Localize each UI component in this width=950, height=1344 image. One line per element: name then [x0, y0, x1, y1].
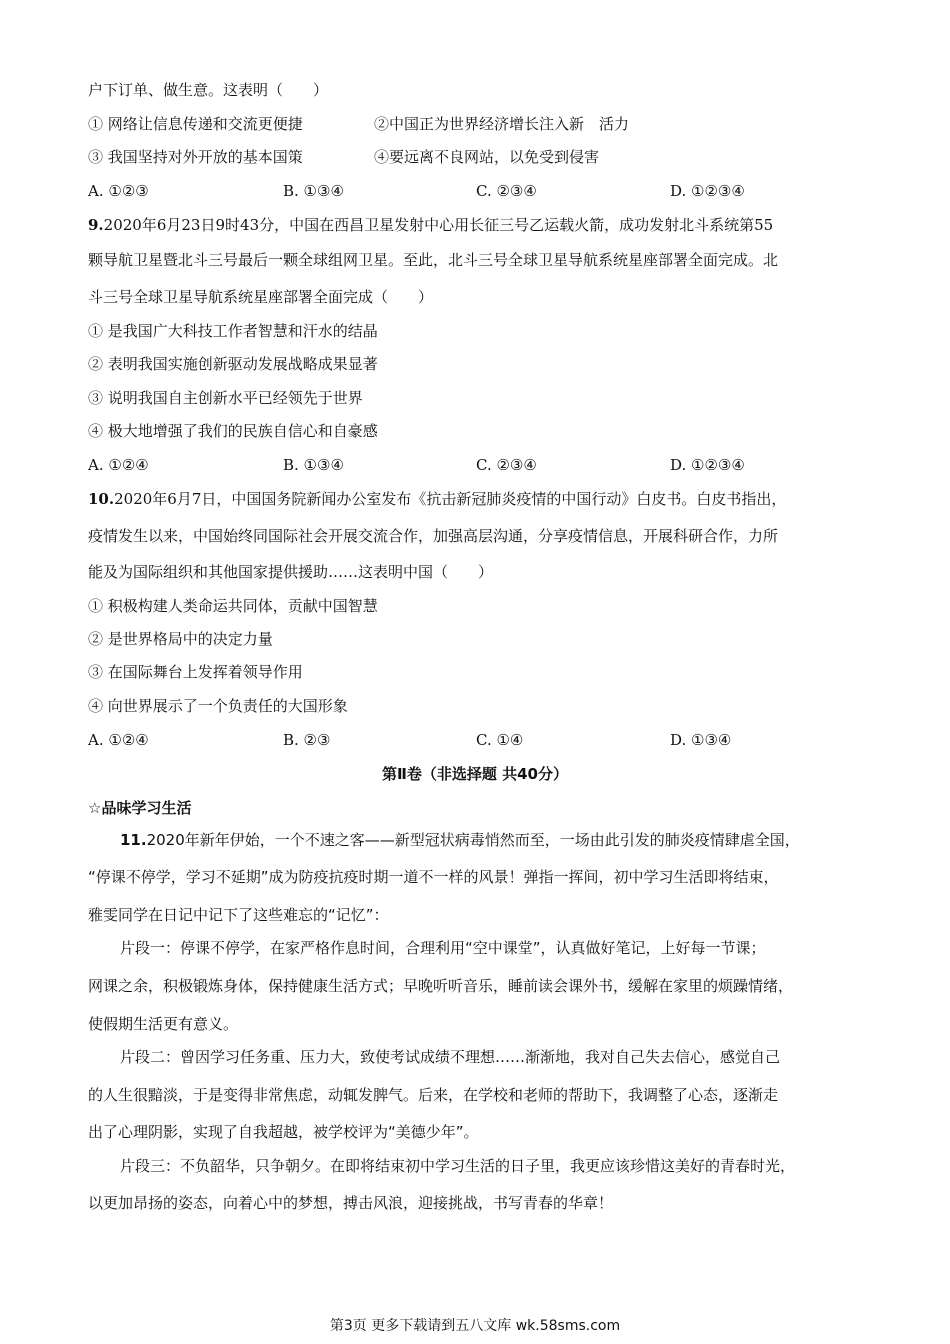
q8-statement-3: ③ 我国坚持对外开放的基本国策: [88, 148, 303, 166]
q10-options: [88, 730, 868, 750]
q10-option-d[interactable]: D. ①③④: [670, 731, 732, 749]
q11-fragment1-line2: 网课之余，积极锻炼身体，保持健康生活方式；早晚听听音乐，睡前读会课外书，缓解在家里的烦躁情绪，: [88, 977, 794, 995]
q9-option-d[interactable]: D. ①②③④: [670, 456, 745, 474]
q11-para1-line1: 11.2020年新年伊始，一个不速之客——新型冠状病毒悄然而至，一场由此引发的肺炎疫情肆虐全国，: [120, 831, 800, 849]
q9-stem-line3: 斗三号全球卫星导航系统星座部署全面完成（ ）: [88, 288, 434, 306]
q10-statement-3: ③ 在国际舞台上发挥着领导作用: [88, 663, 303, 681]
q8-statements-row1: [88, 114, 868, 134]
q9-option-c[interactable]: C. ②③④: [476, 456, 537, 474]
q11-para1-line3: 雅雯同学在日记中记下了这些难忘的“记忆”：: [88, 906, 389, 924]
q11-fragment2-line2: 的人生很黯淡，于是变得非常焦虑，动辄发脾气。后来，在学校和老师的帮助下，我调整了心态，逐渐走: [88, 1086, 779, 1104]
q9-options: [88, 455, 868, 475]
q10-statement-4: ④ 向世界展示了一个负责任的大国形象: [88, 697, 348, 715]
q8-statements-row2: [88, 147, 868, 167]
q11-para1-line2: “停课不停学，学习不延期”成为防疫抗疫时期一道不一样的风景！弹指一挥间，初中学习生活即将结束，: [88, 868, 779, 886]
q9-statement-1: ① 是我国广大科技工作者智慧和汗水的结晶: [88, 322, 378, 340]
q11-number: 11.: [120, 831, 147, 849]
q8-options: [88, 181, 868, 201]
q8-option-d[interactable]: D. ①②③④: [670, 182, 745, 200]
q10-option-b[interactable]: B. ②③: [283, 731, 331, 749]
q8-option-a[interactable]: A. ①②③: [88, 182, 149, 200]
q11-fragment2-line1: 片段二：曾因学习任务重、压力大，致使考试成绩不理想……渐渐地，我对自己失去信心，感觉自己: [120, 1048, 781, 1066]
q9-number: 9.: [88, 216, 104, 234]
q11-fragment3-line2: 以更加昂扬的姿态，向着心中的梦想，搏击风浪，迎接挑战，书写青春的华章！: [88, 1194, 614, 1212]
q9-stem-line2: 颗导航卫星暨北斗三号最后一颗全球组网卫星。至此，北斗三号全球卫星导航系统星座部署全面完成。北: [88, 251, 779, 269]
q9-stem-line1: 9.2020年6月23日9时43分，中国在西昌卫星发射中心用长征三号乙运载火箭，成功发射北斗系统第55: [88, 216, 774, 234]
part2-title: 第Ⅱ卷（非选择题 共40分）: [382, 765, 568, 783]
q8-option-b[interactable]: B. ①③④: [283, 182, 344, 200]
q8-option-c[interactable]: C. ②③④: [476, 182, 537, 200]
q8-statement-4: ④要远离不良网站，以免受到侵害: [374, 148, 600, 166]
q10-stem-line1: 10.2020年6月7日，中国国务院新闻办公室发布《抗击新冠肺炎疫情的中国行动》白皮书。白皮书指出，: [88, 490, 787, 508]
q10-option-a[interactable]: A. ①②④: [88, 731, 149, 749]
section-title: ☆品味学习生活: [88, 799, 192, 817]
page-footer: 第3页 更多下载请到五八文库 wk.58sms.com: [329, 1318, 621, 1334]
q10-statement-2: ② 是世界格局中的决定力量: [88, 630, 273, 648]
q10-statement-1: ① 积极构建人类命运共同体，贡献中国智慧: [88, 597, 378, 615]
q11-fragment3-line1: 片段三：不负韶华，只争朝夕。在即将结束初中学习生活的日子里，我更应该珍惜这美好的青春时光，: [120, 1157, 796, 1175]
q10-stem-line2: 疫情发生以来，中国始终同国际社会开展交流合作，加强高层沟通，分享疫情信息，开展科研合作，力所: [88, 527, 779, 545]
q10-stem-line3: 能及为国际组织和其他国家提供援助……这表明中国（ ）: [88, 563, 494, 581]
q8-statement-2: ②中国正为世界经济增长注入新 活力: [374, 115, 630, 133]
q10-option-c[interactable]: C. ①④: [476, 731, 524, 749]
q9-option-b[interactable]: B. ①③④: [283, 456, 344, 474]
q8-statement-1: ① 网络让信息传递和交流更便捷: [88, 115, 303, 133]
q9-statement-3: ③ 说明我国自主创新水平已经领先于世界: [88, 389, 363, 407]
q11-fragment1-line1: 片段一：停课不停学，在家严格作息时间，合理利用“空中课堂”，认真做好笔记，上好每一节课；: [120, 939, 766, 957]
q11-fragment1-line3: 使假期生活更有意义。: [88, 1015, 239, 1033]
q10-number: 10.: [88, 490, 115, 508]
q9-statement-4: ④ 极大地增强了我们的民族自信心和自豪感: [88, 422, 378, 440]
q9-statement-2: ② 表明我国实施创新驱动发展战略成果显著: [88, 355, 378, 373]
q9-option-a[interactable]: A. ①②④: [88, 456, 149, 474]
q11-fragment2-line3: 出了心理阴影，实现了自我超越，被学校评为“美德少年”。: [88, 1123, 479, 1141]
q8-stem-end: 户下订单、做生意。这表明（ ）: [88, 81, 329, 99]
